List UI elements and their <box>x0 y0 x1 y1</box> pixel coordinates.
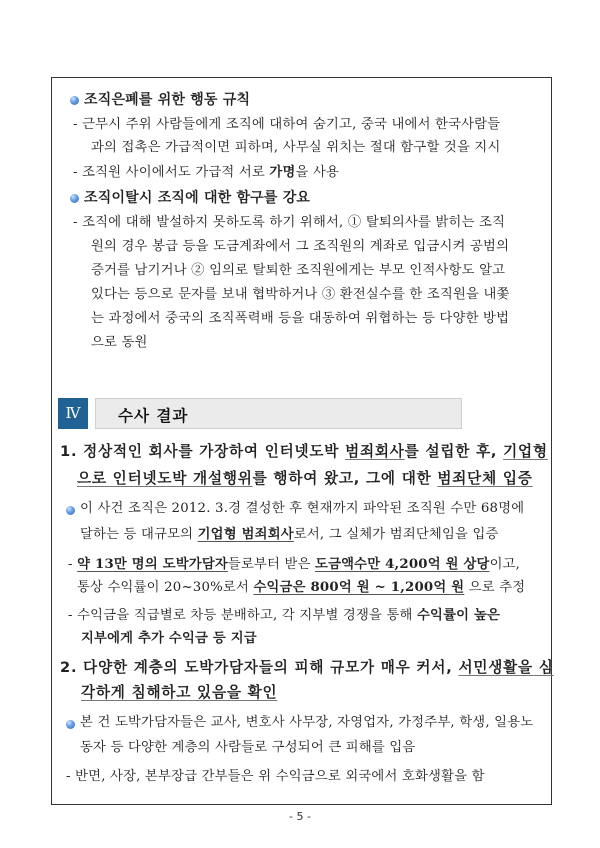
body-text: - 근무시 주위 사람들에게 조직에 대하여 숨기고, 중국 내에서 한국사람들 <box>73 117 501 132</box>
body-text: - 조직에 대해 발설하지 못하도록 하기 위해서, ① 탈퇴의사를 밝히는 조직 <box>73 215 506 230</box>
body-text: 본 건 도박가담자들은 교사, 변호사 사무장, 자영업자, 가정주부, 학생, 일용노 <box>80 715 534 730</box>
bullet-icon <box>66 720 75 729</box>
bullet-icon <box>70 194 79 203</box>
body-text <box>80 526 499 544</box>
body-text: 지부에게 추가 수익금 등 지급 <box>81 631 257 646</box>
underlined-emphasis: 약 13만 명의 도박가담자 <box>77 557 228 572</box>
body-text: - 반면, 사장, 본부장급 간부들은 위 수익금으로 외국에서 호화생활을 함 <box>66 769 485 784</box>
text-span: 2. 다양한 계층의 도박가담자들의 피해 규모가 매우 커서, <box>60 659 459 676</box>
body-text <box>73 164 339 182</box>
text-span: 를 행하여 왔고, 그에 대한 <box>252 470 438 487</box>
body-text <box>77 579 525 597</box>
body-text: 원의 경우 봉급 등을 도금계좌에서 그 조직원의 계좌로 입금시켜 공범의 <box>91 239 510 254</box>
text-span: 을 사용 <box>295 165 340 180</box>
underlined-text: 으로 인터넷도박 개설행위 <box>77 470 253 487</box>
text-span: 로서, 그 실체가 범죄단체임을 입증 <box>293 527 499 542</box>
section-title: 수사 결과 <box>118 407 189 425</box>
text-span: 이고, <box>489 557 521 572</box>
subheading-concealment-rules: 조직은폐를 위한 행동 규칙 <box>84 92 251 108</box>
text-span: 들로부터 받은 <box>227 557 316 572</box>
text-span: 달하는 등 대규모의 <box>80 527 198 542</box>
underlined-text: 서민생활을 심 <box>458 659 554 676</box>
numbered-heading-1-cont <box>77 470 533 488</box>
text-span: 1. 정상적인 회사를 가장하여 인터넷도박 <box>60 443 346 460</box>
underlined-text: 범죄회사 <box>345 443 405 460</box>
text-span: - <box>68 557 78 572</box>
body-text <box>68 556 520 574</box>
text-span: - 조직원 사이에서도 가급적 서로 <box>73 165 270 180</box>
emphasis-text: 가명 <box>269 165 296 180</box>
text-span: 으로 추정 <box>464 580 526 595</box>
text-span: 를 설립한 후, <box>404 443 504 460</box>
numbered-heading-2-cont <box>81 684 277 702</box>
underlined-emphasis: 도금액수만 4,200억 원 상당 <box>315 557 490 572</box>
section-numeral-badge: Ⅳ <box>58 398 88 429</box>
numbered-heading-2 <box>60 659 554 677</box>
numbered-heading-1 <box>60 443 548 461</box>
emphasis-text: 수익률이 높은 <box>417 608 501 623</box>
body-text: 증거를 남기거나 ② 임의로 탈퇴한 조직원에게는 부모 인적사항도 알고 <box>91 263 506 278</box>
page-number: - 5 - <box>289 810 311 823</box>
subheading-exit-silence: 조직이탈시 조직에 대한 함구를 강요 <box>84 190 311 206</box>
bullet-icon <box>66 506 75 515</box>
body-text <box>68 607 500 625</box>
underlined-emphasis: 수익금은 800억 원 ~ 1,200억 원 <box>253 580 465 595</box>
underlined-text: 범죄단체 입증 <box>437 470 533 487</box>
underlined-emphasis: 기업형 범죄회사 <box>197 527 294 542</box>
bullet-icon <box>70 96 79 105</box>
body-text: 과의 접촉은 가급적이면 피하며, 사무실 위치는 절대 함구할 것을 지시 <box>91 140 501 155</box>
body-text: 있다는 등으로 문자를 보내 협박하거나 ③ 환전실수를 한 조직원을 내쫓 <box>91 287 510 302</box>
underlined-text: 기업형 <box>503 443 548 460</box>
underlined-text: 각하게 침해하고 있음을 확인 <box>81 684 278 701</box>
body-text: 는 과정에서 중국의 조직폭력배 등을 대동하여 위협하는 등 다양한 방법 <box>91 311 510 326</box>
text-span: 통상 수익률이 20~30%로서 <box>77 580 254 595</box>
body-text: 이 사건 조직은 2012. 3.경 결성한 후 현재까지 파악된 조직원 수만 68명에 <box>80 501 525 516</box>
body-text: 으로 동원 <box>91 335 148 350</box>
body-text: 동자 등 다양한 계층의 사람들로 구성되어 큰 피해를 입음 <box>80 740 416 755</box>
text-span: - 수익금을 직급별로 차등 분배하고, 각 지부별 경쟁을 통해 <box>68 608 417 623</box>
